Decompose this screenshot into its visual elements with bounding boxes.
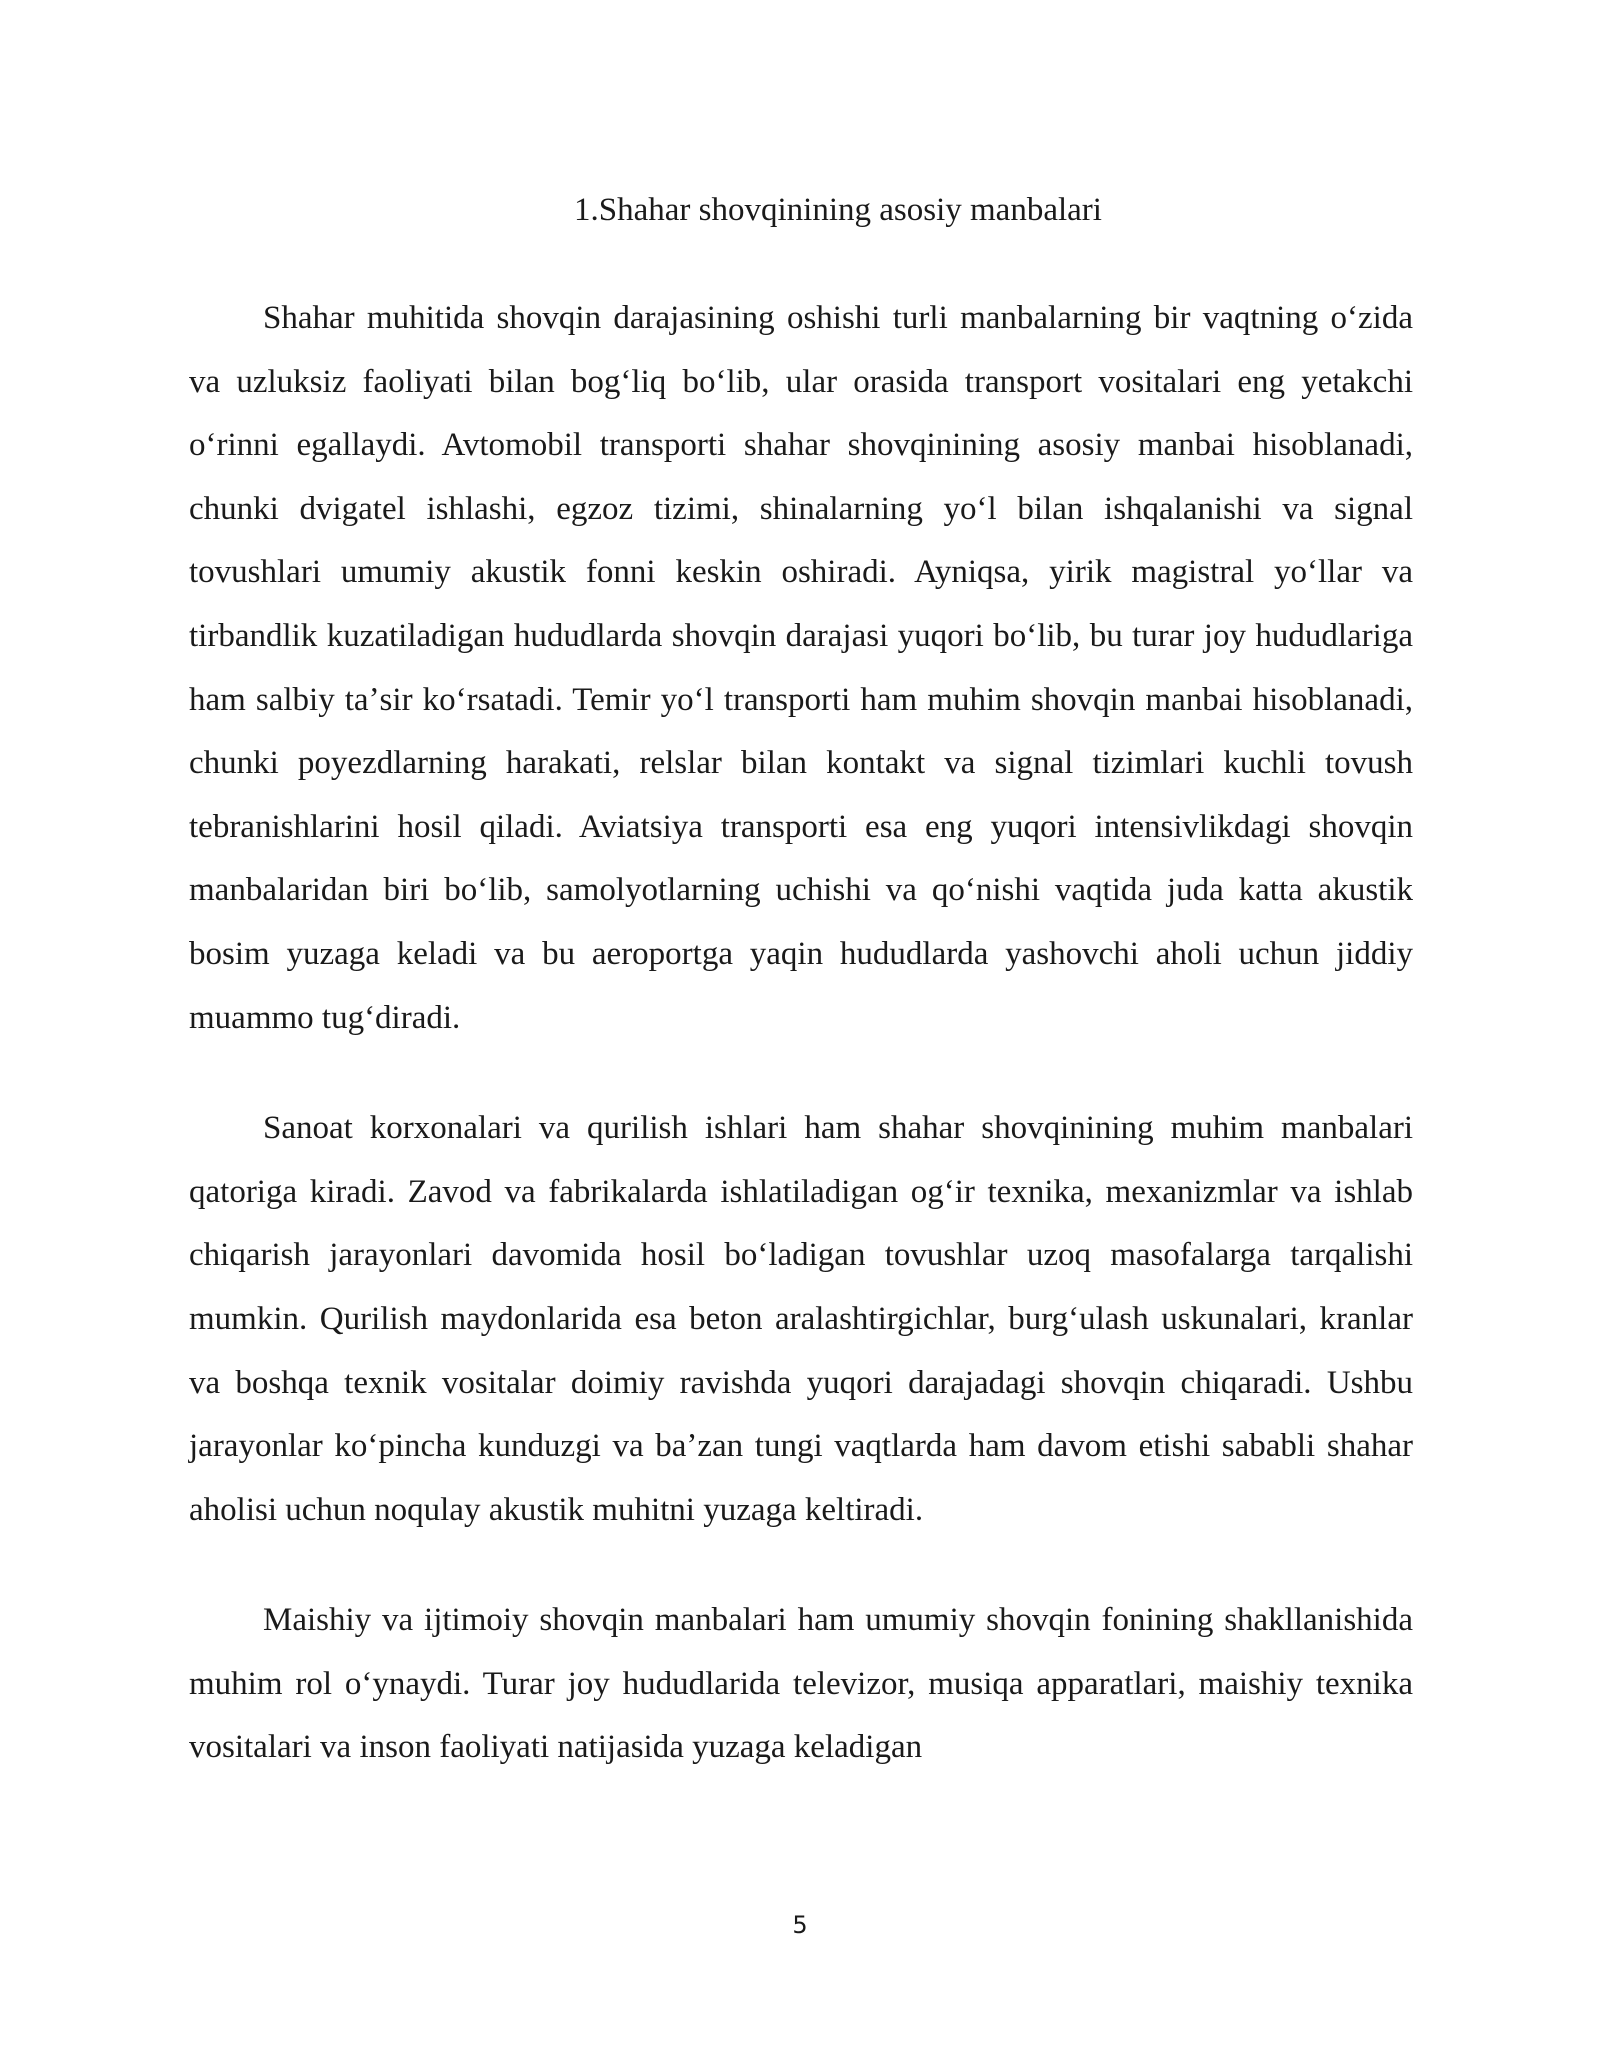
paragraph-industrial-noise: Sanoat korxonalari va qurilish ishlari ham shahar shovqinining muhim manbalari qatoriga kiradi. Zavod va fabrikalarda ishlatiladigan ogʻir texnika, mexanizmlar va ishlab chiqarish jarayonlari davomida hosil boʻladigan tovushlar uzoq masofalarga tarqalishi mumkin. Qurilish maydonlarida esa beton aralashtirgichlar, burgʻulash uskunalari, kranlar va boshqa texnik vositalar doimiy ravishda yuqori darajadagi shovqin chiqaradi. Ushbu jarayonlar koʻpincha kunduzgi va baʼzan tungi vaqtlarda ham davom etishi sababli shahar aholisi uchun noqulay akustik muhitni yuzaga keltiradi. (189, 1110, 1413, 1528)
document-body (189, 287, 1413, 1827)
page-number: 5 (792, 1911, 808, 1939)
paragraph-household-noise: Maishiy va ijtimoiy shovqin manbalari ham umumiy shovqin fonining shakllanishida muhim rol oʻynaydi. Turar joy hududlarida televizor, musiqa apparatlari, maishiy texnika vositalari va inson faoliyati natijasida yuzaga keladigan (189, 1602, 1413, 1766)
paragraph-transport-noise: Shahar muhitida shovqin darajasining oshishi turli manbalarning bir vaqtning oʻzida va uzluksiz faoliyati bilan bogʻliq boʻlib, ular orasida transport vositalari eng yetakchi oʻrinni egallaydi. Avtomobil transporti shahar shovqinining asosiy manbai hisoblanadi, chunki dvigatel ishlashi, egzoz tizimi, shinalarning yoʻl bilan ishqalanishi va signal tovushlari umumiy akustik fonni keskin oshiradi. Ayniqsa, yirik magistral yoʻllar va tirbandlik kuzatiladigan hududlarda shovqin darajasi yuqori boʻlib, bu turar joy hududlariga ham salbiy taʼsir koʻrsatadi. Temir yoʻl transporti ham muhim shovqin manbai hisoblanadi, chunki poyezdlarning harakati, relslar bilan kontakt va signal tizimlari kuchli tovush tebranishlarini hosil qiladi. Aviatsiya transporti esa eng yuqori intensivlikdagi shovqin manbalaridan biri boʻlib, samolyotlarning uchishi va qoʻnishi vaqtida juda katta akustik bosim yuzaga keladi va bu aeroportga yaqin hududlarda yashovchi aholi uchun jiddiy muammo tugʻdiradi. (189, 300, 1413, 1036)
section-title: 1.Shahar shovqinining asosiy manbalari (574, 192, 1102, 228)
